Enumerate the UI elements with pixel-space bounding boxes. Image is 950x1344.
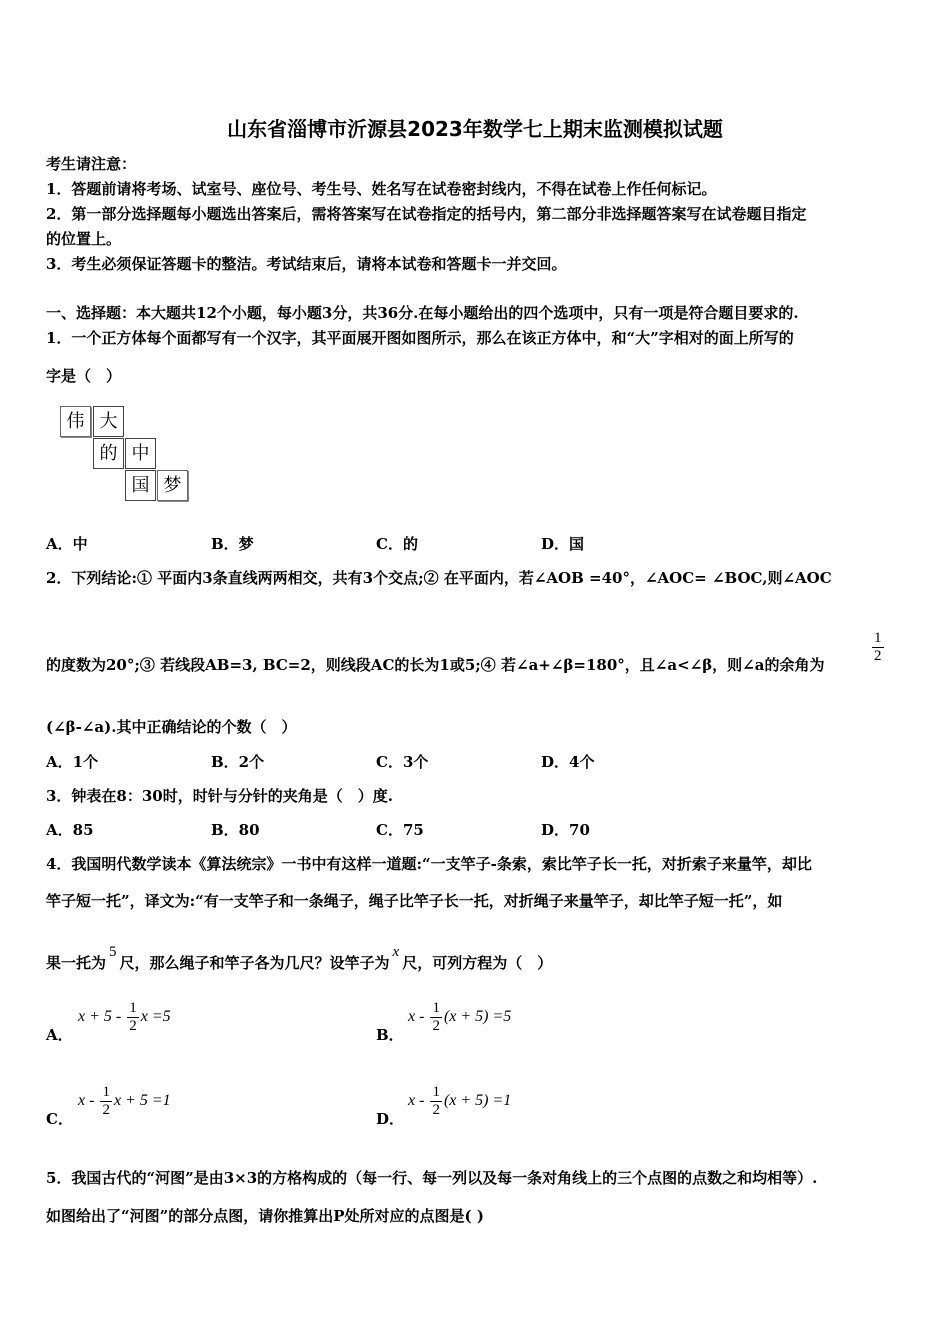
eq-part: x + 5 - bbox=[78, 1008, 126, 1026]
eq-part: x + 5 =1 bbox=[113, 1092, 171, 1110]
option-d-equation bbox=[408, 1084, 511, 1119]
q3-stem: 3．钟表在8：30时，时针与分针的夹角是（ ）度. bbox=[46, 787, 393, 805]
q4-text: 果一托为 bbox=[46, 954, 107, 972]
q2-stem-end: (∠β-∠a).其中正确结论的个数（ ） bbox=[46, 718, 297, 736]
notice-item: 3．考生必须保证答题卡的整洁。考试结束后，请将本试卷和答题卡一并交回。 bbox=[46, 255, 567, 273]
option-b: B．2个 bbox=[211, 753, 265, 771]
option-c-label: C． bbox=[46, 1110, 73, 1128]
option-b-equation bbox=[408, 1000, 511, 1035]
value-five: 5 bbox=[109, 944, 117, 960]
fraction-denominator: 2 bbox=[432, 1018, 440, 1034]
option-a-label: A． bbox=[46, 1026, 73, 1044]
fraction-denominator: 2 bbox=[102, 1102, 110, 1118]
net-cell: 国 bbox=[125, 470, 156, 501]
fraction-numerator: 1 bbox=[432, 1000, 440, 1016]
notice-item: 2．第一部分选择题每小题选出答案后，需将答案写在试卷指定的括号内，第二部分非选择题答案写在试卷题目指定 bbox=[46, 205, 807, 223]
variable-x: x bbox=[392, 944, 400, 960]
option-d-label: D． bbox=[376, 1110, 405, 1128]
option-b: B．80 bbox=[211, 821, 260, 839]
fraction-numerator: 1 bbox=[102, 1084, 110, 1100]
q4-text: 尺，那么绳子和竿子各为几尺？设竿子为 bbox=[119, 954, 390, 972]
fraction-numerator: 1 bbox=[129, 1000, 137, 1016]
q2-stem-cont: 的度数为20°;③ 若线段AB=3, BC=2，则线段AC的长为1或5;④ 若∠a+∠β=180°，且∠a<∠β，则∠a的余角为 bbox=[46, 656, 825, 674]
fraction-numerator: 1 bbox=[874, 630, 882, 646]
eq-part: (x + 5) =5 bbox=[443, 1008, 512, 1026]
fraction-denominator: 2 bbox=[432, 1102, 440, 1118]
section-heading: 一、选择题：本大题共12个小题，每小题3分，共36分.在每小题给出的四个选项中，只有一项是符合题目要求的. bbox=[46, 304, 799, 322]
option-c: C．75 bbox=[376, 821, 424, 839]
q5-stem-cont: 如图给出了“河图”的部分点图，请你推算出P处所对应的点图是( ) bbox=[46, 1207, 484, 1225]
option-a: A．中 bbox=[46, 535, 88, 553]
option-a: A．1个 bbox=[46, 753, 99, 771]
option-b-label: B． bbox=[376, 1026, 404, 1044]
q5-stem: 5．我国古代的“河图”是由3×3的方格构成的（每一行、每一列以及每一条对角线上的三个点图的点数之和均相等）. bbox=[46, 1169, 818, 1187]
option-d: D．70 bbox=[541, 821, 590, 839]
net-cell: 中 bbox=[125, 438, 156, 469]
option-c-equation bbox=[78, 1084, 171, 1119]
fraction-denominator: 2 bbox=[874, 648, 882, 664]
option-c: C．3个 bbox=[376, 753, 429, 771]
option-d: D．4个 bbox=[541, 753, 595, 771]
notice-item: 的位置上。 bbox=[46, 230, 122, 248]
net-cell: 伟 bbox=[60, 406, 91, 437]
eq-part: x - bbox=[78, 1092, 99, 1110]
option-c: C．的 bbox=[376, 535, 418, 553]
eq-part: (x + 5) =1 bbox=[443, 1092, 512, 1110]
net-cell: 梦 bbox=[157, 470, 188, 501]
option-b: B．梦 bbox=[211, 535, 254, 553]
page-title: 山东省淄博市沂源县2023年数学七上期末监测模拟试题 bbox=[227, 117, 723, 141]
eq-part: x =5 bbox=[140, 1008, 171, 1026]
notice-item: 1．答题前请将考场、试室号、座位号、考生号、姓名写在试卷密封线内，不得在试卷上作任何标记。 bbox=[46, 180, 717, 198]
q4-stem: 4．我国明代数学读本《算法统宗》一书中有这样一道题:“一支竿子-条索，索比竿子长一托，对折索子来量竿，却比 bbox=[46, 855, 812, 873]
q4-stem-cont: 竿子短一托”，译文为:“有一支竿子和一条绳子，绳子比竿子长一托，对折绳子来量竿子，却比竿子短一托”，如 bbox=[46, 892, 783, 910]
option-a: A．85 bbox=[46, 821, 94, 839]
q2-stem: 2．下列结论:① 平面内3条直线两两相交，共有3个交点;② 在平面内，若∠AOB =40°，∠AOC= ∠BOC,则∠AOC bbox=[46, 569, 832, 587]
option-a-equation bbox=[78, 1000, 171, 1035]
fraction-denominator: 2 bbox=[129, 1018, 137, 1034]
eq-part: x - bbox=[408, 1092, 429, 1110]
eq-part: x - bbox=[408, 1008, 429, 1026]
option-d: D．国 bbox=[541, 535, 585, 553]
notice-heading: 考生请注意： bbox=[46, 155, 137, 173]
q2-fraction bbox=[870, 630, 886, 665]
net-cell: 的 bbox=[93, 438, 124, 469]
q1-stem: 1．一个正方体每个面都写有一个汉字，其平面展开图如图所示，那么在该正方体中，和“大”字相对的面上所写的 bbox=[46, 329, 794, 347]
q4-text: 尺，可列方程为（ ） bbox=[402, 954, 553, 972]
q1-stem-cont: 字是（ ） bbox=[46, 367, 122, 385]
fraction-numerator: 1 bbox=[432, 1084, 440, 1100]
net-cell: 大 bbox=[93, 406, 124, 437]
q4-stem-end bbox=[46, 944, 553, 973]
